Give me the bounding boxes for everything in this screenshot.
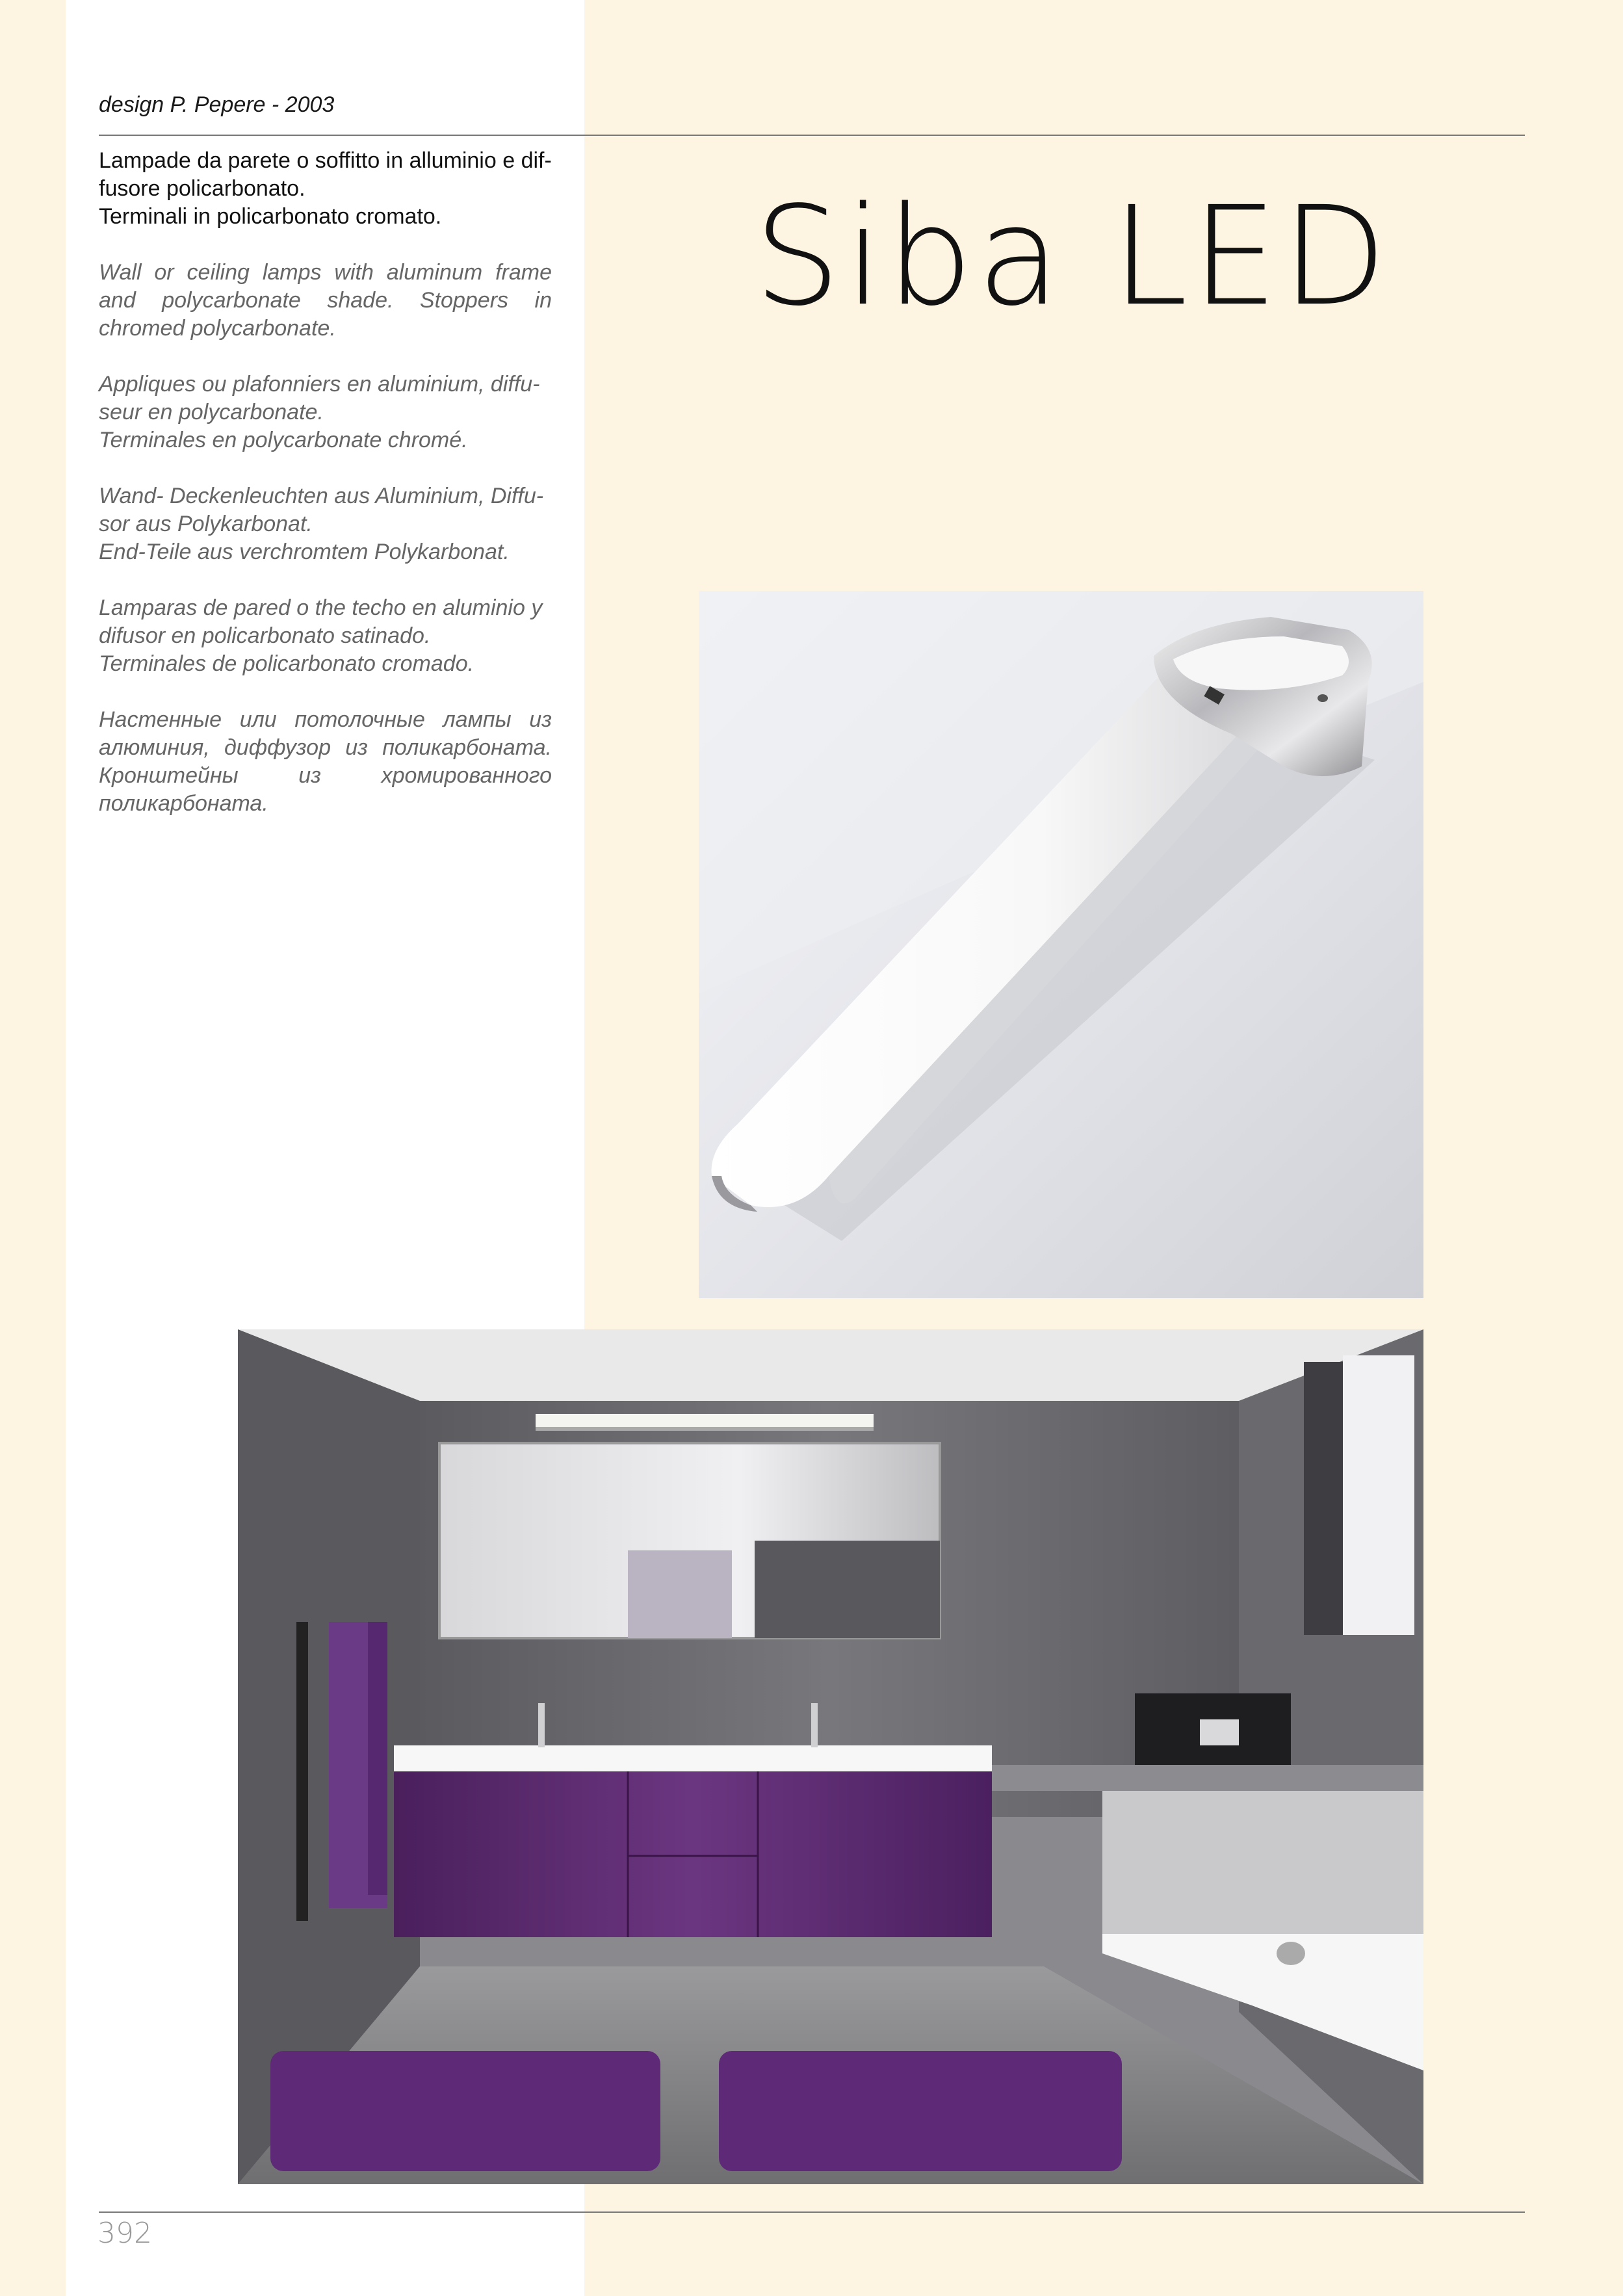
lamp-product-photo <box>699 591 1423 1298</box>
bathroom-scene-photo <box>238 1329 1423 2184</box>
designer-credit: design P. Pepere - 2003 <box>99 92 335 117</box>
description-german: Wand- Deckenleuchten aus Aluminium, Diffu- sor aus Polykarbonat. End-Teile aus verchromtem Polykarbonat. <box>99 484 544 564</box>
lamp-illustration <box>699 591 1423 1298</box>
footer-divider <box>99 2211 1525 2213</box>
description-spanish: Lamparas de pared o the techo en aluminio y difusor en policarbonato satinado. Terminales de policarbonato cromado. <box>99 595 543 676</box>
bathroom-illustration <box>238 1329 1423 2184</box>
description-english: Wall or ceiling lamps with aluminum frame and polycarbonate shade. Stoppers in chromed polycarbonate. <box>99 260 552 341</box>
product-title-text: Siba LED <box>754 177 1391 336</box>
product-description <box>99 147 552 846</box>
page-number: 392 <box>97 2217 152 2250</box>
header-divider <box>99 135 1525 136</box>
description-italian: Lampade da parete o soffitto in alluminio e dif- fusore policarbonato. Terminali in policarbonato cromato. <box>99 148 552 229</box>
description-russian: Настенные или потолочные лампы из алюминия, диффузор из поликарбоната. Кронштейны из хромированного поликарбоната. <box>99 707 552 816</box>
description-french: Appliques ou plafonniers en aluminium, diffu- seur en polycarbonate. Terminales en polycarbonate chromé. <box>99 372 540 452</box>
product-title <box>754 177 1469 336</box>
